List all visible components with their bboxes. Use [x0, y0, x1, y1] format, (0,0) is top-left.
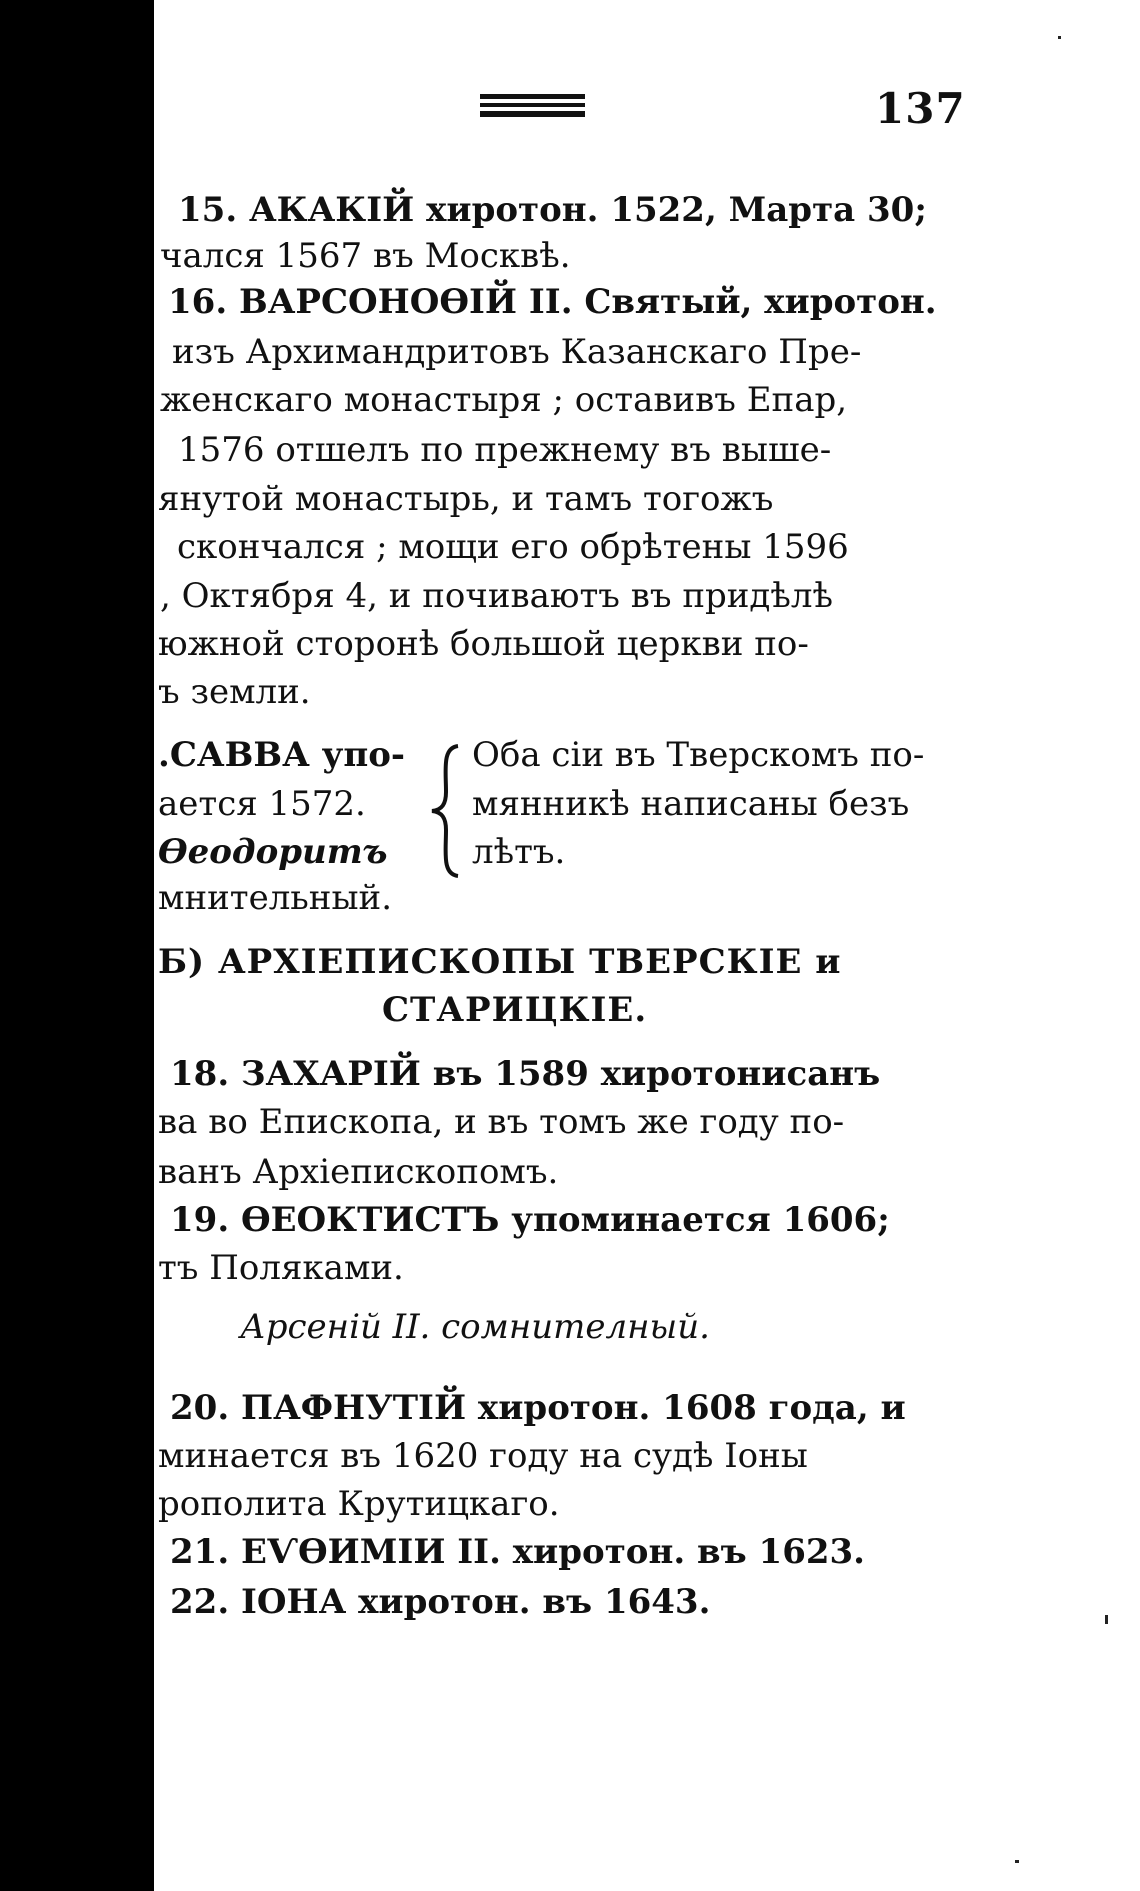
text-line-4: изъ Архимандритовъ Казанскаго Пре-	[172, 332, 862, 372]
page-number: 137	[875, 84, 966, 133]
text-line-10: южной сторонѣ большой церкви по-	[158, 624, 809, 664]
text-line-8: скончался ; мощи его обрѣтены 1596	[177, 527, 849, 567]
text-line-3: 16. ВАРСОНОѲІЙ II. Святый, хиротон.	[168, 282, 937, 322]
text-line-21: 19. ѲЕОКТИСТЪ упоминается 1606;	[170, 1200, 890, 1240]
scan-speck	[1058, 36, 1061, 39]
text-line-18: 18. ЗАХАРІЙ въ 1589 хиротонисанъ	[170, 1054, 881, 1094]
doubtful-arseniy: Арсеній II. сомнителный.	[240, 1307, 710, 1347]
header-ornament-rule	[480, 94, 585, 120]
text-line-9: , Октября 4, и почиваютъ въ придѣлѣ	[160, 576, 833, 616]
text-line-28: 22. ІОНА хиротон. въ 1643.	[170, 1582, 711, 1622]
section-heading-line-2: СТАРИЦКІЕ.	[382, 990, 648, 1030]
text-line-11: ъ земли.	[158, 672, 311, 712]
scan-speck	[1105, 1615, 1108, 1624]
side-note-line-3: лѣтъ.	[472, 832, 566, 872]
text-line-6: 1576 отшелъ по прежнему въ выше-	[178, 430, 832, 470]
text-line-22: тъ Поляками.	[158, 1248, 404, 1288]
saint-entry-savva: .САВВА упо-	[158, 735, 406, 775]
text-line-19: ва во Епископа, и въ томъ же году по-	[158, 1102, 845, 1142]
text-line-26: рополита Крутицкаго.	[158, 1484, 560, 1524]
curly-brace-icon	[428, 742, 464, 880]
saint-entry-year: ается 1572.	[158, 784, 366, 824]
saint-entry-feodorit: Ѳеодоритъ	[158, 832, 388, 872]
text-line-5: женскаго монастыря ; оставивъ Епар,	[160, 380, 848, 420]
text-line-1: 15. АКАКІЙ хиротон. 1522, Марта 30;	[178, 190, 927, 230]
text-line-7: янутой монастырь, и тамъ тогожъ	[158, 479, 774, 519]
text-line-27: 21. ЕѴѲИМІИ II. хиротон. въ 1623.	[170, 1532, 866, 1572]
side-note-line-1: Оба сіи въ Тверскомъ по-	[472, 735, 925, 775]
text-line-2: чался 1567 въ Москвѣ.	[160, 236, 571, 276]
section-heading-line-1: Б) АРХІЕПИСКОПЫ ТВЕРСКІЕ и	[158, 942, 842, 982]
text-line-20: ванъ Архіепископомъ.	[158, 1152, 559, 1192]
scanned-page-edge	[0, 0, 154, 1891]
side-note-line-2: мянникѣ написаны безъ	[472, 784, 910, 824]
text-line-24: 20. ПАФНУТІЙ хиротон. 1608 года, и	[170, 1388, 906, 1428]
text-line-25: минается въ 1620 году на судѣ Іоны	[158, 1436, 808, 1476]
saint-entry-doubtful: мнительный.	[158, 878, 392, 918]
scan-speck	[1015, 1860, 1019, 1863]
